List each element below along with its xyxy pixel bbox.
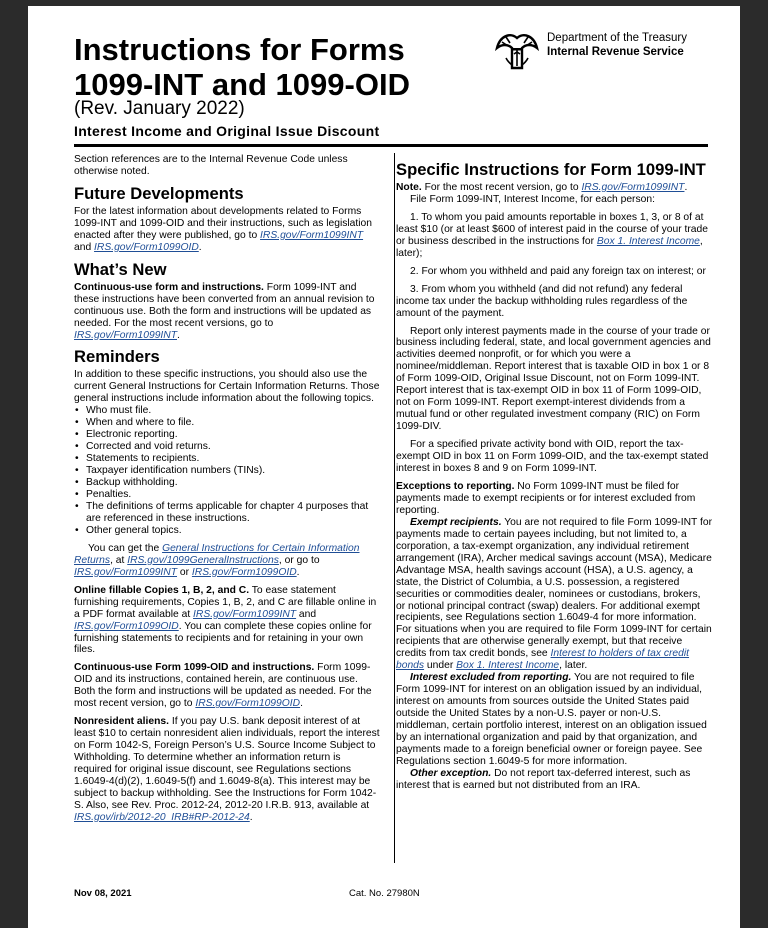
link-form1099int[interactable]: IRS.gov/Form1099INT — [193, 608, 297, 620]
item-1-text: 1. To whom you paid amounts reportable in boxes 1, 3, or 8 of at least $10 (or at least $600 of interest paid in the course of your trade or business described in the instructions for Box 1. Interest Income, later); — [396, 211, 708, 259]
left-column — [74, 154, 380, 830]
future-developments-heading: Future Developments — [74, 183, 244, 203]
file-text: File Form 1099-INT, Interest Income, for each person: — [410, 193, 655, 205]
exempt-recipients-text: Exempt recipients. You are not required to file Form 1099-INT for payments made to certain payees including, but not limited to, a corporation, a tax-exempt organization, any individual retirement arrangement (IRA), Archer medical savings account (MSA), Medicare Advantage MSA, health savings account (HSA), a U.S. agency, a state, the District of Columbia, a U.S. possession, a registered securities or commodities dealer, nominees or custodians, brokers, or notional principal contract (swap) dealers. For additional exempt recipients, see Regulations section 1.6049-4 for more information. For situations when you are required to file Form 1099-INT for certain recipients that are otherwise generally exempt, but that receive credits from tax credit bonds, see Interest to holders of tax credit bonds under Box 1. Interest Income, later. — [396, 516, 712, 672]
list-item: • Electronic reporting. — [74, 429, 380, 441]
interest-excluded-text: Interest excluded from reporting. You are not required to file Form 1099-INT for interest on an obligation issued by an individual, interest on amounts from sources outside the United States paid outside the United States by a non-U.S. payer or non-U.S. middleman, certain portfolio interest, interest on an obligation issued by an international organization and paid by that organization, and payments made to a foreign beneficial owner or foreign payee. See Regulations section 1.6049-5 for more information. — [396, 672, 707, 767]
list-item: • Corrected and void returns. — [74, 441, 380, 453]
whats-new-text: Continuous-use form and instructions. Form 1099-INT and these instructions have been converted from an annual revision to continuous use. Both the form and instructions will be updated as needed. For the most recent versions, go to IRS.gov/Form1099INT. — [74, 281, 375, 341]
list-item: • Backup withholding. — [74, 477, 380, 489]
header-rule — [74, 144, 708, 147]
revision-date: (Rev. January 2022) — [74, 98, 245, 119]
report-text: Report only interest payments made in the course of your trade or business including federal, state, and local government agencies and activities deemed nonprofit, or for which you were a nominee/middleman. Report interest that is taxable OID in box 1 or 8 of Form 1099-OID, Original Issue Discount, not on Form 1099-INT. Report interest that is tax-exempt OID in box 11 of Form 1099-OID, not on Form 1099-INT. Report exempt-interest dividends from a mutual fund or other regulated investment company (RIC) on Form 1099-DIV. — [396, 325, 711, 433]
document-title-line-2: 1099-INT and 1099-OID — [74, 67, 410, 102]
link-box1-interest-income[interactable]: Box 1. Interest Income — [456, 660, 560, 672]
link-form1099oid[interactable]: IRS.gov/Form1099OID — [191, 566, 297, 578]
link-irb-rp-2012-24[interactable]: IRS.gov/irb/2012-20_IRB#RP-2012-24 — [74, 811, 250, 823]
footer-catalog-number: Cat. No. 27980N — [349, 888, 420, 899]
agency-department: Department of the Treasury — [547, 32, 687, 44]
link-form1099oid[interactable]: IRS.gov/Form1099OID — [94, 241, 199, 253]
link-form1099int[interactable]: IRS.gov/Form1099INT — [74, 329, 178, 341]
reminders-list — [74, 405, 380, 536]
specific-instructions-heading: Specific Instructions for Form 1099-INT — [396, 160, 706, 179]
reminders-text: In addition to these specific instructions, you should also use the current General Instructions for Certain Information Returns. Those general instructions include information about the following topics. — [74, 369, 380, 405]
reminders-heading: Reminders — [74, 347, 160, 367]
irs-eagle-logo-icon — [494, 28, 540, 72]
list-item: • Other general topics. — [74, 525, 380, 537]
link-general-instructions[interactable]: General Instructions for Certain Information Returns — [74, 542, 360, 566]
footer-date: Nov 08, 2021 — [74, 888, 132, 899]
online-fillable-text: Online fillable Copies 1, B, 2, and C. To ease statement furnishing requirements, Copies 1, B, 2, and C are fillable online in a PDF format available at IRS.gov/Form1099INT and IRS.gov/Form1099OID. You can complete these copies online for furnishing statements to recipients and for retaining in your own files. — [74, 584, 377, 656]
link-form1099int[interactable]: IRS.gov/Form1099INT — [74, 566, 178, 578]
future-developments-text: For the latest information about developments related to Forms 1099-INT and 1099-OID and their instructions, such as legislation enacted after they were published, go to IRS.gov/Form1099INT and IRS.gov/Form1099OID. — [74, 205, 373, 253]
right-column — [396, 160, 712, 798]
whats-new-heading: What’s New — [74, 259, 167, 279]
note-text: Note. For the most recent version, go to IRS.gov/Form1099INT. — [396, 182, 688, 193]
general-instructions-text: You can get the General Instructions for Certain Information Returns, at IRS.gov/1099GeneralInstructions, or go to IRS.gov/Form1099INT or IRS.gov/Form1099OID. — [74, 542, 360, 578]
item-3-text: 3. From whom you withheld (and did not refund) any federal income tax under the backup withholding rules regardless of the amount of the payment. — [396, 283, 688, 319]
list-item: • The definitions of terms applicable for chapter 4 purposes that are referenced in these instructions. — [74, 501, 380, 525]
other-exception-text: Other exception. Do not report tax-deferred interest, such as interest that is earned but not distributed from an IRA. — [396, 767, 691, 791]
link-form1099oid[interactable]: IRS.gov/Form1099OID — [195, 698, 301, 710]
document-title-line-1: Instructions for Forms — [74, 32, 405, 67]
link-1099-general-instructions[interactable]: IRS.gov/1099GeneralInstructions — [127, 554, 279, 566]
private-activity-bond-text: For a specified private activity bond with OID, report the tax-exempt OID in box 11 on Form 1099-OID, and the tax-exempt stated interest in boxes 8 and 9 on Form 1099-INT. — [396, 439, 709, 475]
column-divider — [394, 153, 395, 863]
list-item: • When and where to file. — [74, 417, 380, 429]
item-2-text: 2. For whom you withheld and paid any foreign tax on interest; or — [410, 265, 706, 277]
exceptions-text: Exceptions to reporting. No Form 1099-INT must be filed for payments made to exempt recipients or for interest excluded from reporting. — [396, 480, 696, 516]
continuous-use-oid-text: Continuous-use Form 1099-OID and instructions. Form 1099-OID and its instructions, contained herein, are continuous use. Both the form and instructions will be updated as needed. For the most recent version, go to IRS.gov/Form1099OID. — [74, 662, 372, 710]
document-subtitle: Interest Income and Original Issue Discount — [74, 123, 380, 139]
list-item: • Taxpayer identification numbers (TINs). — [74, 465, 380, 477]
link-interest-tax-credit-bonds[interactable]: Interest to holders of tax credit bonds — [396, 648, 690, 672]
agency-name — [547, 31, 687, 59]
link-form1099oid[interactable]: IRS.gov/Form1099OID — [74, 620, 179, 632]
intro-text: Section references are to the Internal Revenue Code unless otherwise noted. — [74, 154, 348, 177]
link-form1099int[interactable]: IRS.gov/Form1099INT — [260, 229, 364, 241]
list-item: • Penalties. — [74, 489, 380, 501]
nonresident-aliens-text: Nonresident aliens. If you pay U.S. bank deposit interest of at least $10 to certain nonresident alien individuals, report the interest on Form 1042-S, Foreign Person’s U.S. Source Income Subject to Withholding. To determine whether an information return is required for original issue discount, see Regulations sections 1.6049-4(d)(2), 1.6049-5(f) and 1.6049-8(a). This interest may be subject to backup withholding. See the Instructions for Form 1042-S. Also, see Rev. Proc. 2012-24, 2012-20 I.R.B. 913, available at IRS.gov/irb/2012-20_IRB#RP-2012-24. — [74, 716, 380, 823]
link-form1099int[interactable]: IRS.gov/Form1099INT — [581, 182, 685, 193]
list-item: • Who must file. — [74, 405, 380, 417]
document-page — [28, 6, 740, 928]
list-item: • Statements to recipients. — [74, 453, 380, 465]
agency-irs: Internal Revenue Service — [547, 46, 684, 58]
link-box1-interest-income[interactable]: Box 1. Interest Income — [596, 235, 700, 247]
